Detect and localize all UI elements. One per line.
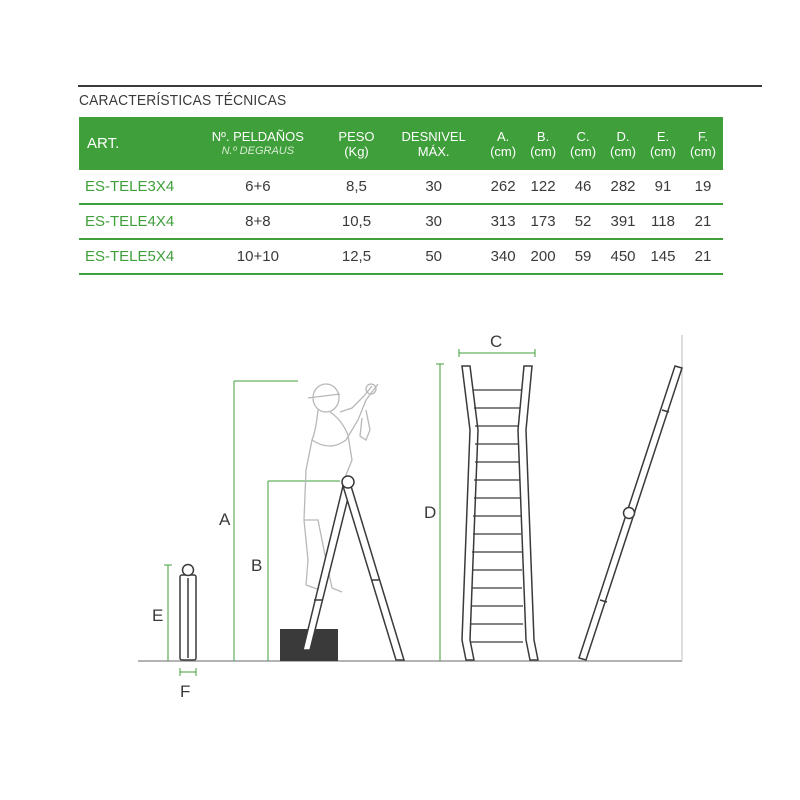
label-d: D (424, 503, 437, 522)
cell-c: 46 (563, 170, 603, 204)
cell-f: 19 (683, 170, 723, 204)
cell-weight: 12,5 (329, 239, 385, 274)
cell-e: 118 (643, 204, 683, 239)
cell-b: 200 (523, 239, 563, 274)
cell-weight: 10,5 (329, 204, 385, 239)
header-weight: PESO (Kg) (338, 128, 375, 159)
cell-max-slope: 30 (384, 204, 483, 239)
cell-steps: 8+8 (187, 204, 329, 239)
ladder-diagram (0, 320, 800, 710)
label-c: C (490, 332, 503, 351)
cell-art: ES-TELE5X4 (79, 239, 187, 274)
cell-art: ES-TELE3X4 (79, 170, 187, 204)
label-a: A (219, 510, 231, 529)
header-d: D. (cm) (610, 128, 636, 159)
cell-f: 21 (683, 204, 723, 239)
dimension-a (234, 381, 298, 661)
cell-f: 21 (683, 239, 723, 274)
cell-d: 450 (603, 239, 643, 274)
cell-a: 262 (483, 170, 523, 204)
header-f: F. (cm) (689, 128, 716, 159)
leaning-ladder (579, 366, 682, 660)
table-header-row (79, 117, 723, 170)
sheet-title: CARACTERÍSTICAS TÉCNICAS (79, 92, 287, 109)
cell-b: 122 (523, 170, 563, 204)
label-b: B (251, 556, 263, 575)
cell-max-slope: 50 (384, 239, 483, 274)
header-steps: Nº. PELDAÑOS N.º DEGRAUS (211, 128, 304, 157)
header-art: ART. (87, 135, 120, 152)
cell-c: 52 (563, 204, 603, 239)
cell-a: 340 (483, 239, 523, 274)
dimension-d (436, 364, 444, 661)
cell-steps: 10+10 (187, 239, 329, 274)
cell-max-slope: 30 (384, 170, 483, 204)
top-rule (78, 85, 762, 87)
cell-weight: 8,5 (329, 170, 385, 204)
cell-e: 145 (643, 239, 683, 274)
cell-e: 91 (643, 170, 683, 204)
cell-d: 282 (603, 170, 643, 204)
header-e: E. (cm) (649, 128, 676, 159)
table-row (79, 239, 723, 274)
label-f: F (180, 682, 191, 701)
table-row (79, 204, 723, 239)
table-row (79, 170, 723, 204)
cell-steps: 6+6 (187, 170, 329, 204)
folded-ladder (180, 565, 196, 661)
dimension-f (180, 668, 196, 676)
cell-a: 313 (483, 204, 523, 239)
extended-ladder (462, 366, 538, 660)
spec-table (79, 117, 723, 275)
label-e: E (152, 606, 164, 625)
header-a: A. (cm) (490, 128, 517, 159)
cell-b: 173 (523, 204, 563, 239)
header-c: C. (cm) (570, 128, 597, 159)
cell-c: 59 (563, 239, 603, 274)
header-max-slope: DESNIVEL MÁX. (401, 128, 466, 159)
header-b: B. (cm) (530, 128, 557, 159)
cell-art: ES-TELE4X4 (79, 204, 187, 239)
dimension-e (164, 565, 172, 661)
cell-d: 391 (603, 204, 643, 239)
